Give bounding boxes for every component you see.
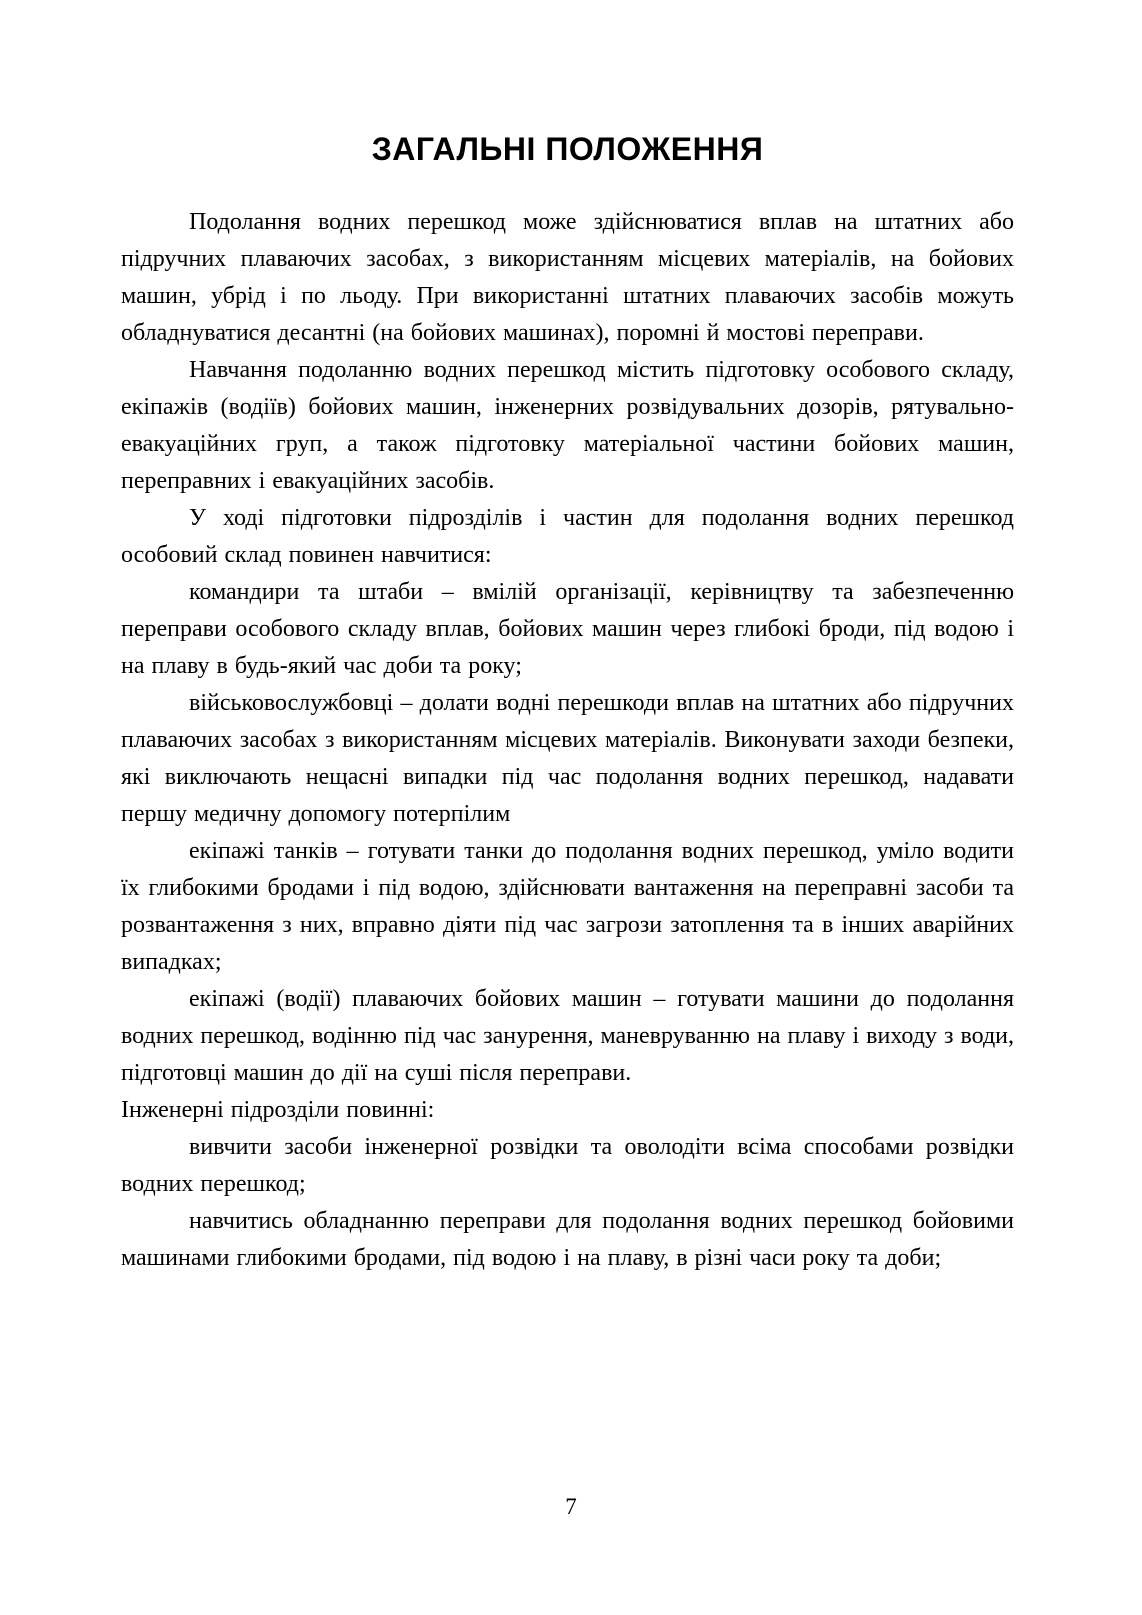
text-block bbox=[121, 0, 1014, 1277]
page-title: ЗАГАЛЬНІ ПОЛОЖЕННЯ bbox=[371, 131, 764, 167]
paragraph: екіпажі (водії) плаваючих бойових машин – готувати машини до подолання водних перешкод, водінню під час занурення, маневруванню на плаву і виходу з води, підготовці машин до дії на суші після переправи. bbox=[121, 986, 1014, 1087]
paragraph: Навчання подоланню водних перешкод містить підготовку особового складу, екіпажів (водіїв) бойових машин, інженерних розвідувальних дозорів, рятувально- евакуаційних груп, а також підготовку матеріальної частини бойових машин, переправних і евакуаційних засобів. bbox=[121, 357, 1014, 495]
paragraph: військовослужбовці – долати водні перешкоди вплав на штатних або підручних плаваючих засобах з використанням місцевих матеріалів. Виконувати заходи безпеки, які виключають нещасні випадки під час подолання водних перешкод, надавати першу медичну допомогу потерпілим bbox=[121, 690, 1014, 828]
paragraph: Інженерні підрозділи повинні: bbox=[121, 1097, 435, 1124]
page-number: 7 bbox=[565, 1494, 577, 1519]
paragraph: Подолання водних перешкод може здійснюватися вплав на штатних або підручних плаваючих засобах, з використанням місцевих матеріалів, на бойових машин, убрід і по льоду. При використанні штатних плаваючих засобів можуть обладнуватися десантні (на бойових машинах), поромні й мостові переправи. bbox=[121, 209, 1014, 347]
paragraph: У ході підготовки підрозділів і частин для подолання водних перешкод особовий склад повинен навчитися: bbox=[121, 505, 1014, 569]
document-body bbox=[121, 204, 1014, 1277]
paragraph: вивчити засоби інженерної розвідки та оволодіти всіма способами розвідки водних перешкод; bbox=[121, 1134, 1014, 1198]
paragraph: екіпажі танків – готувати танки до подолання водних перешкод, уміло водити їх глибокими бродами і під водою, здійснювати вантаження на переправні засоби та розвантаження з них, вправно діяти під час загрози затоплення та в інших аварійних випадках; bbox=[121, 838, 1014, 976]
paragraph: навчитись обладнанню переправи для подолання водних перешкод бойовими машинами глибокими бродами, під водою і на плаву, в різні часи року та доби; bbox=[121, 1208, 1014, 1272]
paragraph: командири та штаби – вмілій організації, керівництву та забезпеченню переправи особового складу вплав, бойових машин через глибокі броди, під водою і на плаву в будь-який час доби та року; bbox=[121, 579, 1014, 680]
